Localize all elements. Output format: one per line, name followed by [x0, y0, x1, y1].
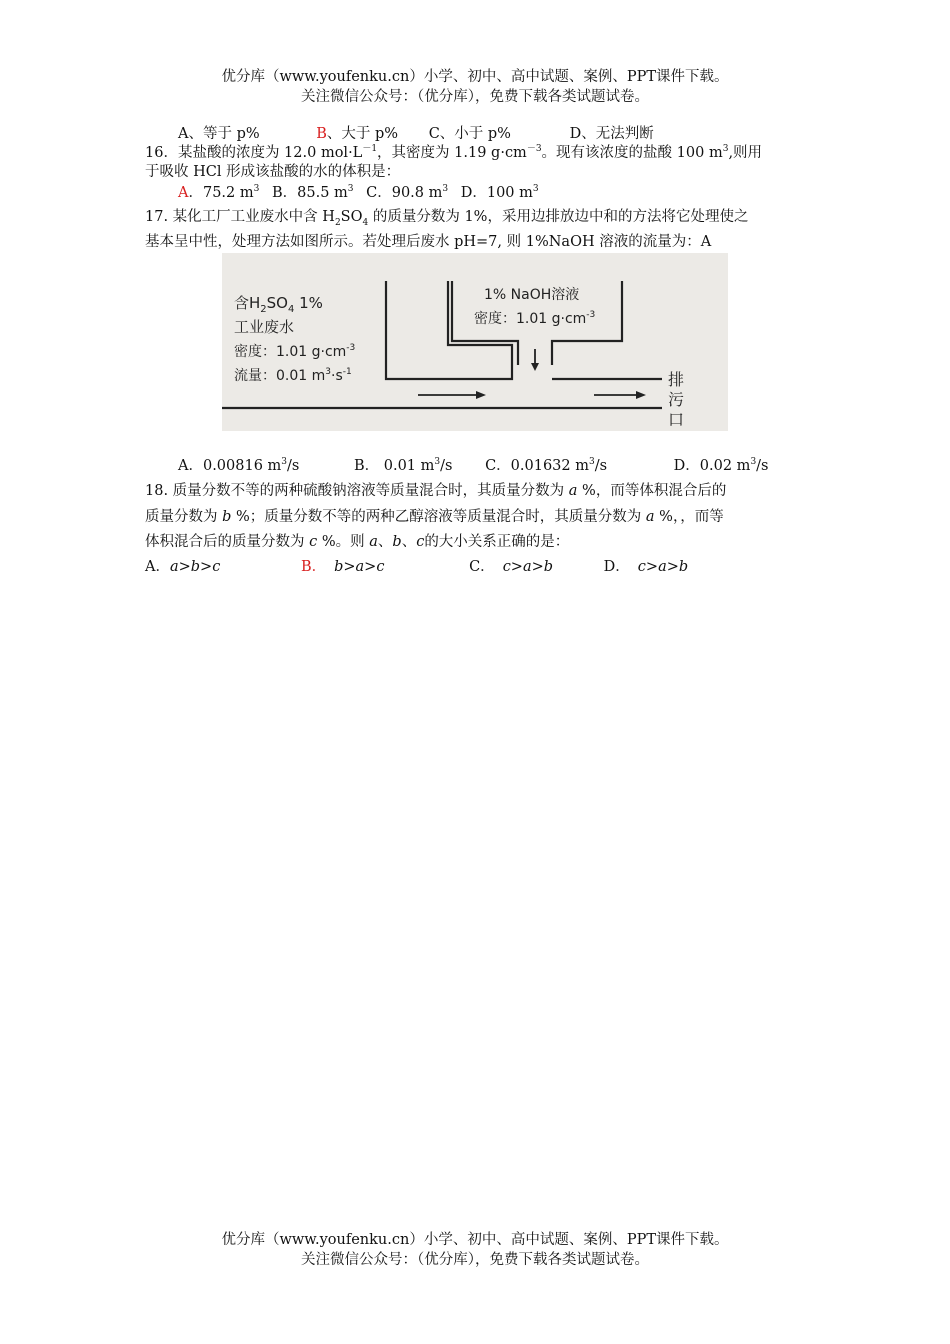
q18-var-a-3: a: [369, 534, 378, 550]
q18-line-3: [145, 532, 569, 552]
q16-text-a: 16．某盐酸的浓度为 12.0 mol·L: [145, 145, 363, 161]
q16-option-c-sup: 3: [442, 184, 449, 195]
q18-var-c: c: [309, 534, 318, 550]
q18-text-2a: 质量分数为: [145, 509, 223, 525]
q18-text-1a: 18. 质量分数不等的两种硫酸钠溶液等质量混合时，其质量分数为: [145, 483, 569, 499]
q17-options: [178, 456, 769, 476]
q18-text-3b: %。则: [317, 534, 370, 550]
flow-arrow-2-head: [636, 391, 646, 399]
naoh-drip-arrow-head: [531, 363, 539, 371]
q16-option-a-sup: 3: [253, 184, 260, 195]
footer-line-1: 优分库（www.youfenku.cn）小学、初中、高中试题、案例、PPT课件下载。: [221, 1232, 729, 1248]
q16-option-c: C．90.8 m: [366, 185, 443, 201]
outlet-char-1: 排: [668, 370, 685, 389]
q16-sup-1: －1: [362, 144, 378, 155]
q17-text-c: 的质量分数为 1%，采用边排放边中和的方法将它处理使之: [368, 209, 749, 225]
wastewater-density: 密度：1.01 $g\cdot cm^{-3}$: [234, 343, 356, 360]
naoh-title: 1% NaOH溶液: [484, 287, 580, 303]
q15-option-b-letter: B: [316, 126, 327, 142]
footer-line-2: 关注微信公众号：（优分库），免费下载各类试题试卷。: [301, 1252, 649, 1268]
q15-option-b-text: 、大于 p%: [326, 126, 399, 142]
header-line-2: 关注微信公众号：（优分库），免费下载各类试题试卷。: [301, 89, 649, 105]
q17-option-b: B． 0.01 $m^3/s$: [353, 457, 453, 474]
q18-text-3d: 的大小关系正确的是：: [424, 534, 570, 550]
flow-arrow-1-head: [476, 391, 486, 399]
q17-option-d: D．0.02 $m^3/s$: [673, 457, 769, 474]
q16-text-c: 。现有该浓度的盐酸 100 m: [541, 145, 723, 161]
q16-option-b: B．85.5 m: [271, 185, 348, 201]
q16-option-a-letter: A: [178, 185, 189, 201]
q18-var-a-2: a: [645, 509, 655, 525]
q18-option-a: A．a>b>c: [145, 559, 221, 575]
outlet-char-2: 污: [668, 390, 685, 409]
q17-sub-4: 4: [362, 217, 369, 228]
outlet-char-3: 口: [668, 410, 685, 429]
q18-option-d: D． c>a>b: [603, 559, 689, 575]
q18-option-b: B． b>a>c: [300, 559, 385, 575]
q18-var-a: a: [568, 483, 578, 499]
q18-options: [145, 557, 688, 577]
q15-options: [178, 124, 654, 144]
q18-var-b: b: [222, 509, 232, 525]
q17-text-a: 17. 某化工厂工业废水中含 H: [145, 209, 335, 225]
q16-option-b-sup: 3: [347, 184, 354, 195]
q15-option-d: D、无法判断: [569, 126, 654, 142]
q15-option-b: [316, 124, 398, 144]
q16-line-2: 于吸收 HCl 形成该盐酸的水的体积是：: [145, 164, 401, 180]
q16-options: [178, 183, 539, 203]
q17-diagram-svg: [222, 253, 728, 431]
q16-sup-3: 3: [722, 144, 729, 155]
q18-text-2c: %，，而等: [654, 509, 724, 525]
q15-option-c: C、小于 p%: [428, 126, 511, 142]
q17-option-c: C．0.01632 $m^3/s$: [485, 457, 608, 474]
q18-text-1b: %，而等体积混合后的: [577, 483, 727, 499]
q18-option-c: C． c>a>b: [469, 559, 554, 575]
q17-line-2: 基本呈中性，处理方法如图所示。若处理后废水 pH=7, 则 1%NaOH 溶液的流量为：A: [145, 234, 712, 250]
q16-sup-2: －3: [526, 144, 542, 155]
q16-option-a: ．75.2 m: [188, 185, 254, 201]
q16-text-d: ,则用: [728, 145, 763, 161]
q18-var-b-2: b: [392, 534, 402, 550]
q18-line-2: [145, 507, 724, 527]
q17-line-1: [145, 207, 748, 227]
q17-sub-2: 2: [334, 217, 341, 228]
q16-line-1: [145, 143, 762, 163]
wastewater-title: 含$H_2SO_4$ 1%: [234, 294, 323, 315]
q16-option-d-sup: 3: [532, 184, 539, 195]
q17-diagram: [222, 253, 728, 431]
q18-sep-1: 、: [377, 534, 393, 550]
q18-line-1: [145, 481, 726, 501]
q17-text-b: SO: [340, 209, 363, 225]
q18-text-2b: %；质量分数不等的两种乙醇溶液等质量混合时，其质量分数为: [231, 509, 646, 525]
q16-text-b: ，其密度为 1.19 g·cm: [377, 145, 527, 161]
q18-var-c-2: c: [416, 534, 425, 550]
q17-option-a: A．0.00816 $m^3/s$: [178, 457, 300, 474]
wastewater-label: 工业废水: [234, 318, 295, 336]
wastewater-flow: 流量：0.01 $m^3\cdot s^{-1}$: [234, 367, 352, 384]
naoh-density: 密度：1.01 $g\cdot cm^{-3}$: [474, 310, 596, 327]
q18-sep-2: 、: [401, 534, 417, 550]
q18-text-3a: 体积混合后的质量分数为: [145, 534, 310, 550]
q15-option-a: A、等于 p%: [178, 126, 260, 142]
q16-option-d: D．100 m: [460, 185, 533, 201]
header-line-1: 优分库（www.youfenku.cn）小学、初中、高中试题、案例、PPT课件下载。: [221, 69, 729, 85]
